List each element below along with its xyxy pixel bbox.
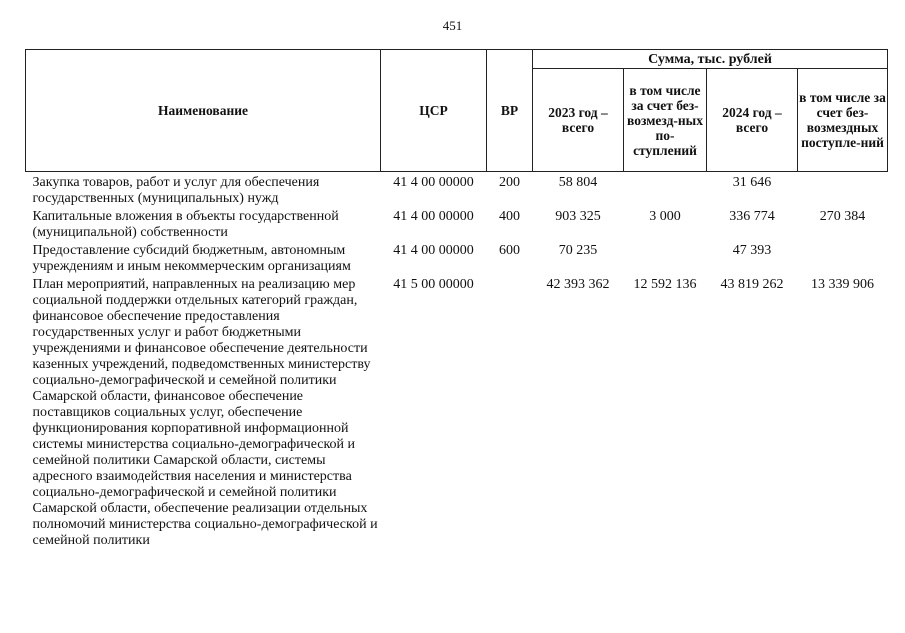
table-header (26, 50, 888, 172)
row-2023-subsidies (624, 172, 707, 210)
row-2024-total: 336 774 (729, 209, 775, 224)
row-2023-total: 903 325 (555, 209, 601, 224)
row-2024-subsidies: 270 384 (819, 209, 866, 224)
row-2023-total: 42 393 362 (546, 277, 610, 292)
row-csr: 41 4 00 00000 (393, 209, 474, 224)
row-csr: 41 4 00 00000 (393, 243, 474, 258)
row-2023-subsidies: 12 592 136 (633, 277, 697, 292)
row-2023-subsidies: 3 000 (649, 209, 681, 224)
header-2024-total: 2024 год – всего (707, 69, 798, 172)
row-vr: 200 (499, 175, 520, 190)
row-2023-total: 70 235 (558, 243, 598, 258)
row-2024-total: 47 393 (732, 243, 772, 258)
header-2023-total: 2023 год – всего (533, 69, 624, 172)
header-name: Наименование (26, 50, 381, 172)
row-name: Закупка товаров, работ и услуг для обеспечения государственных (муниципальных) нужд (32, 175, 320, 206)
row-2024-subsidies (798, 243, 888, 277)
header-2024-subsidies: в том числе за счет без-возмездных поступле-ний (798, 69, 888, 172)
table-row (26, 277, 888, 551)
row-vr: 600 (499, 243, 520, 258)
header-sum: Сумма, тыс. рублей (533, 50, 888, 69)
row-2024-total: 31 646 (732, 175, 772, 190)
table-body (26, 172, 888, 552)
row-2023-subsidies (624, 243, 707, 277)
row-2024-total: 43 819 262 (720, 277, 784, 292)
row-name: Предоставление субсидий бюджетным, автономным учреждениям и иным некоммерческим организациям (32, 243, 351, 274)
header-csr: ЦСР (381, 50, 487, 172)
row-vr: 400 (499, 209, 520, 224)
header-vr: ВР (487, 50, 533, 172)
row-csr: 41 5 00 00000 (393, 277, 474, 292)
row-name: Капитальные вложения в объекты государственной (муниципальной) собственности (32, 209, 339, 240)
page-number: 451 (442, 18, 463, 33)
budget-table (25, 49, 888, 551)
row-csr: 41 4 00 00000 (393, 175, 474, 190)
row-vr (487, 277, 533, 551)
row-2024-subsidies: 13 339 906 (811, 277, 875, 292)
table-row (26, 209, 888, 243)
table-row (26, 243, 888, 277)
row-2023-total: 58 804 (558, 175, 598, 190)
header-2023-subsidies: в том числе за счет без-возмезд-ных по-ступлений (624, 69, 707, 172)
table-row (26, 172, 888, 210)
row-name: План мероприятий, направленных на реализацию мер социальной поддержки отдельных категорий граждан, финансовое обеспечение предоставления государственных услуг и работ бюджетными учреждениями и финансовое обеспечение деятельности казенных учреждений, подведомственных министерству социально-демографической и семейной политики Самарской области, финансовое обеспечение поставщиков социальных услуг, обеспечение функционирования корпоративной информационной системы министерства социально-демографической и семейной политики Самарской области, системы адресного взаимодействия населения и министерства социально-демографической и семейной политики Самарской области, обеспечение реализации отдельных полномочий министерства социально-демографической и семейной политики (32, 277, 378, 548)
row-2024-subsidies (798, 172, 888, 210)
